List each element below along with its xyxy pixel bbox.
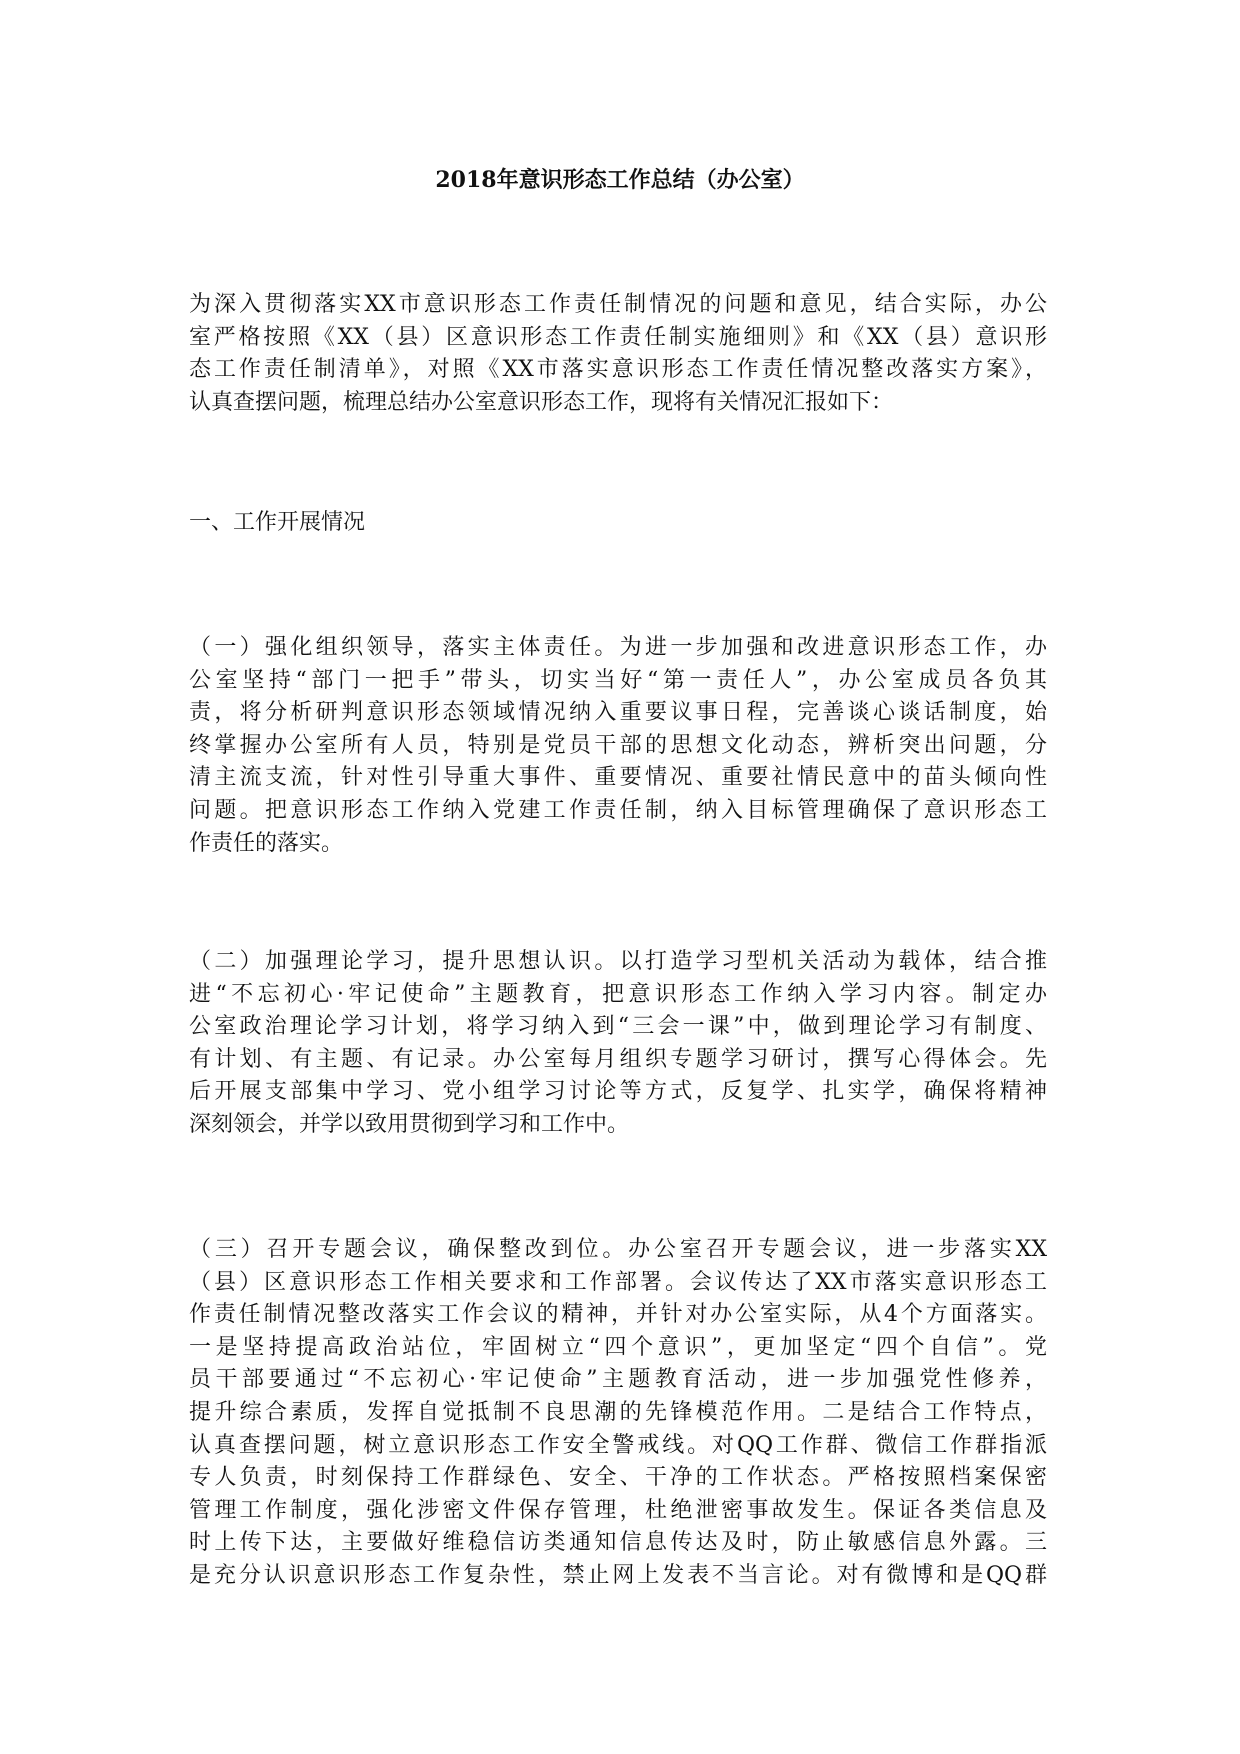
section-heading	[189, 507, 1047, 540]
text-line: 清主流支流，针对性引导重大事件、重要情况、重要社情民意中的苗头倾向性	[189, 765, 1047, 791]
text-line: 深刻领会，并学以致用贯彻到学习和工作中。	[189, 1111, 630, 1137]
text-line: （一）强化组织领导，落实主体责任。为进一步加强和改进意识形态工作，办	[189, 635, 1047, 660]
text-line: 认真查摆问题，树立意识形态工作安全警戒线。对QQ工作群、微信工作群指派	[189, 1432, 1047, 1458]
item-3-paragraph	[189, 1234, 1047, 1593]
text-line: 一是坚持提高政治站位，牢固树立“四个意识”，更加坚定“四个自信”。党	[189, 1334, 1047, 1360]
text-line: 专人负责，时刻保持工作群绿色、安全、干净的工作状态。严格按照档案保密	[189, 1465, 1047, 1491]
item-1-paragraph	[189, 632, 1047, 860]
intro-paragraph	[189, 289, 1047, 419]
text-line: 终掌握办公室所有人员，特别是党员干部的思想文化动态，辨析突出问题，分	[189, 732, 1047, 758]
text-line: 进“不忘初心·牢记使命”主题教育，把意识形态工作纳入学习内容。制定办	[189, 981, 1047, 1007]
text-line: 态工作责任制清单》，对照《XX市落实意识形态工作责任情况整改落实方案》，	[189, 357, 1047, 383]
text-line: 责，将分析研判意识形态领域情况纳入重要议事日程，完善谈心谈话制度，始	[189, 700, 1047, 726]
text-line: 后开展支部集中学习、党小组学习讨论等方式，反复学、扎实学，确保将精神	[189, 1079, 1047, 1105]
text-line: 公室坚持“部门一把手”带头，切实当好“第一责任人”，办公室成员各负其	[189, 667, 1047, 693]
text-line: （县）区意识形态工作相关要求和工作部署。会议传达了XX市落实意识形态工	[189, 1269, 1047, 1295]
text-line: 室严格按照《XX（县）区意识形态工作责任制实施细则》和《XX（县）意识形	[189, 324, 1047, 350]
text-line: 是充分认识意识形态工作复杂性，禁止网上发表不当言论。对有微博和是QQ群	[189, 1562, 1047, 1588]
item-2-paragraph	[189, 946, 1047, 1142]
text-line: （三）召开专题会议，确保整改到位。办公室召开专题会议，进一步落实XX	[189, 1237, 1047, 1262]
text-line: 公室政治理论学习计划，将学习纳入到“三会一课”中，做到理论学习有制度、	[189, 1014, 1047, 1040]
text-line: 问题。把意识形态工作纳入党建工作责任制，纳入目标管理确保了意识形态工	[189, 797, 1047, 823]
document-title: 2018年意识形态工作总结（办公室）	[435, 167, 805, 193]
text-line: 有计划、有主题、有记录。办公室每月组织专题学习研讨，撰写心得体会。先	[189, 1046, 1047, 1072]
text-line: 管理工作制度，强化涉密文件保存管理，杜绝泄密事故发生。保证各类信息及	[189, 1497, 1047, 1523]
text-line: 时上传下达，主要做好维稳信访类通知信息传达及时，防止敏感信息外露。三	[189, 1530, 1047, 1556]
text-line: 认真查摆问题，梳理总结办公室意识形态工作，现将有关情况汇报如下：	[189, 389, 894, 415]
text-line: 为深入贯彻落实XX市意识形态工作责任制情况的问题和意见，结合实际，办公	[189, 292, 1047, 317]
text-line: 作责任制情况整改落实工作会议的精神，并针对办公室实际，从4个方面落实。	[189, 1302, 1047, 1328]
text-line: 员干部要通过“不忘初心·牢记使命”主题教育活动，进一步加强党性修养，	[189, 1367, 1047, 1393]
text-line: 作责任的落实。	[189, 830, 344, 856]
text-line: 提升综合素质，发挥自觉抵制不良思潮的先锋模范作用。二是结合工作特点，	[189, 1399, 1047, 1425]
text-line: （二）加强理论学习，提升思想认识。以打造学习型机关活动为载体，结合推	[189, 949, 1047, 974]
section-heading-text: 一、工作开展情况	[189, 510, 366, 535]
